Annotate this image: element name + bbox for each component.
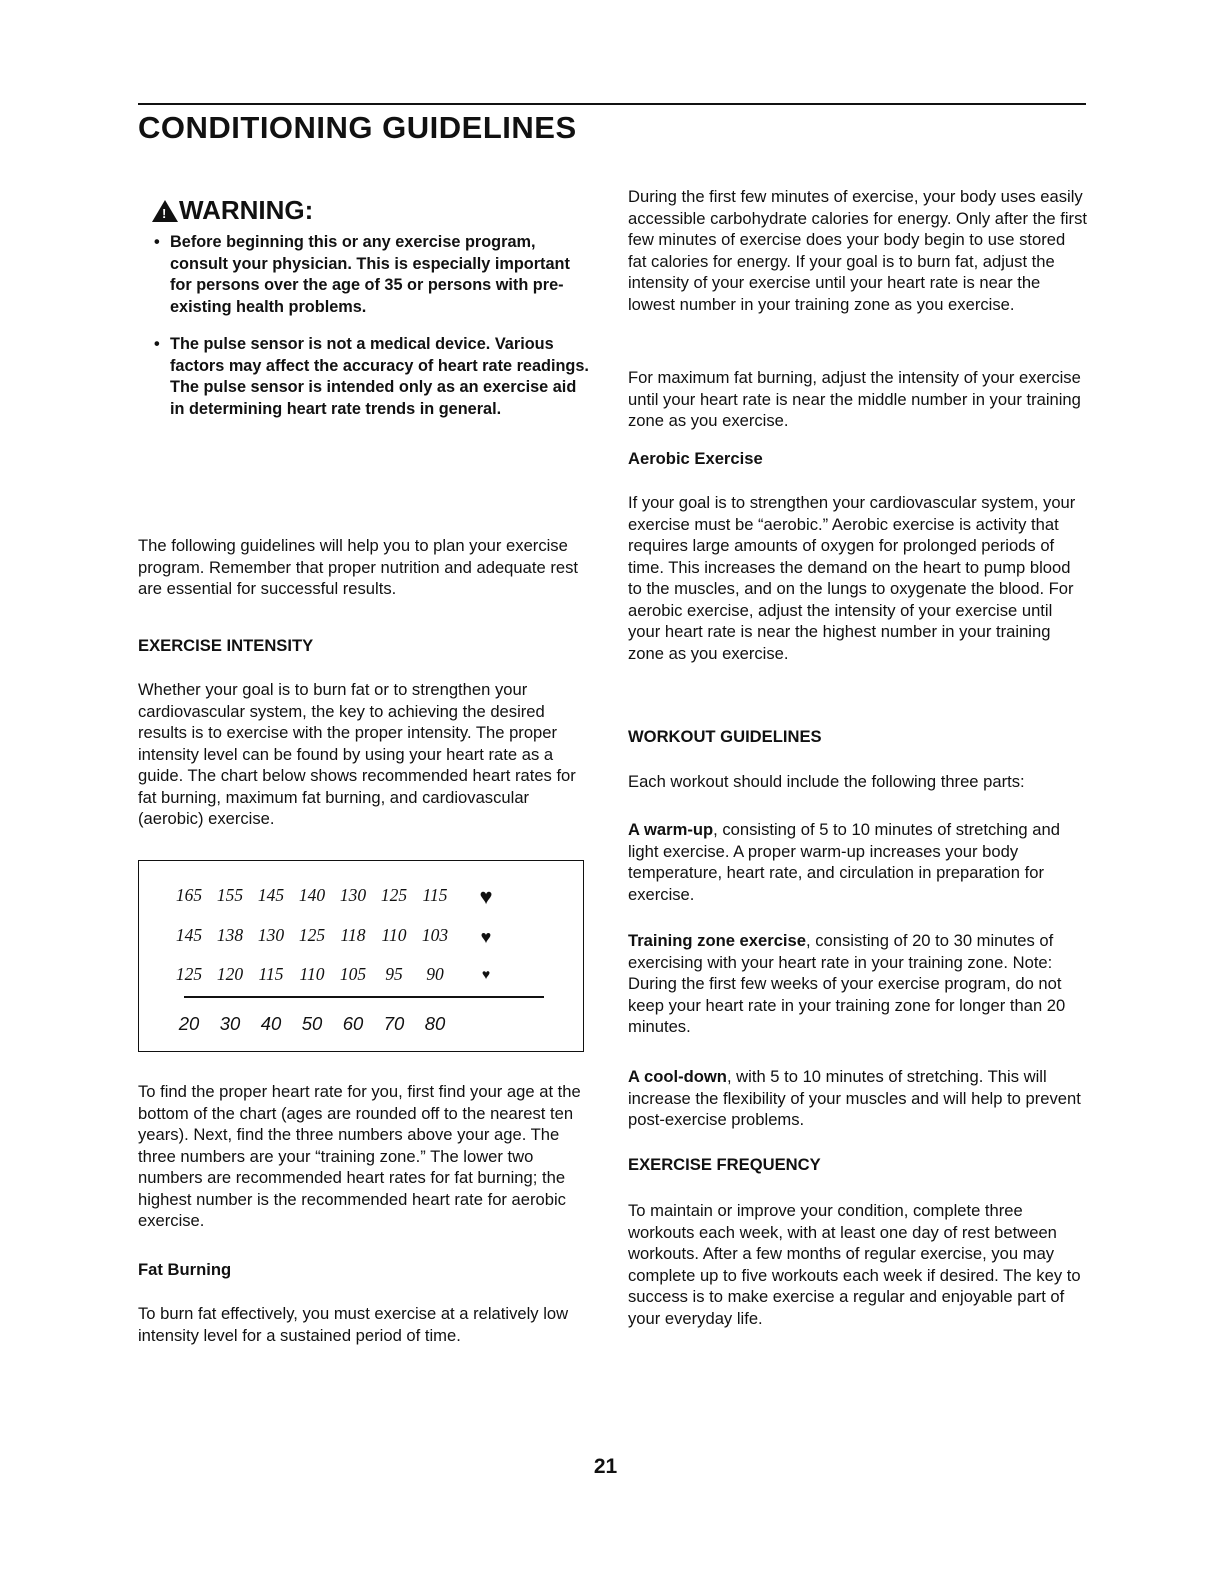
chart-cell: 105 (339, 964, 367, 984)
fat-burning-paragraph: To burn fat effectively, you must exercise at a relatively low intensity level for a sustained period of time. (138, 1304, 569, 1345)
chart-divider (184, 996, 544, 998)
intensity-heading: EXERCISE INTENSITY (138, 636, 314, 655)
intensity-paragraph: Whether your goal is to burn fat or to strengthen your cardiovascular system, the key to achieving the desired results is to exercise with the proper intensity. The proper intensity level can be found by using your heart rate as a guide. The chart below shows recommended heart rates for fat burning, maximum fat burning, and cardiovascular (aerobic) exercise. (138, 680, 576, 828)
warning-box (150, 195, 590, 436)
warmup-paragraph: A warm-up, consisting of 5 to 10 minutes of stretching and light exercise. A proper warm-up increases your body temperature, heart rate, and circulation in preparation for exercise. (628, 820, 1060, 904)
aerobic-heading: Aerobic Exercise (628, 449, 763, 468)
chart-cell: 165 (175, 885, 203, 905)
cooldown-lead: A cool-down (628, 1067, 727, 1086)
chart-cell: 103 (421, 925, 449, 945)
warning-title: WARNING: (179, 195, 314, 225)
cooldown-paragraph: A cool-down, with 5 to 10 minutes of stretching. This will increase the flexibility of your muscles and will help to prevent post-exercise problems. (628, 1067, 1081, 1129)
warning-item: • Before beginning this or any exercise program, consult your physician. This is especially important for persons over the age of 35 or persons with pre-existing health problems. (154, 233, 570, 316)
workout-intro: Each workout should include the following three parts: (628, 772, 1025, 791)
page-number: 21 (593, 1455, 618, 1478)
chart-cell: 145 (175, 925, 203, 945)
chart-age-label: 40 (260, 1013, 282, 1034)
chart-cell: 145 (257, 885, 285, 905)
intro-paragraph: The following guidelines will help you to plan your exercise program. Remember that proper nutrition and adequate rest are essential for successful results. (138, 536, 578, 598)
chart-cell: 140 (298, 885, 326, 905)
warning-triangle-icon (152, 200, 178, 222)
chart-cell: 110 (381, 925, 407, 945)
warning-heading (152, 195, 590, 226)
warmup-lead: A warm-up (628, 820, 714, 839)
find-zone-paragraph: To find the proper heart rate for you, first find your age at the bottom of the chart (ages are rounded off to the nearest ten years). Next, find the three numbers above your age. The three numbers are your “training zone.” The lower two numbers are recommended heart rates for fat burning; the highest number is the recommended heart rate for aerobic exercise. (138, 1082, 581, 1230)
chart-cell: 120 (216, 964, 244, 984)
chart-cell: 115 (422, 885, 448, 905)
workout-heading: WORKOUT GUIDELINES (628, 727, 822, 746)
chart-cell: 115 (258, 964, 284, 984)
warning-item: • The pulse sensor is not a medical device. Various factors may affect the accuracy of heart rate readings. The pulse sensor is intended only as an exercise aid in determining heart rate trends in general. (154, 335, 589, 418)
chart-cell: 118 (340, 925, 366, 945)
frequency-paragraph: To maintain or improve your condition, complete three workouts each week, with at least one day of rest between workouts. After a few months of regular exercise, you may complete up to five workouts each week if desired. The key to success is to make exercise a regular and enjoyable part of your everyday life. (628, 1201, 1081, 1328)
chart-age-label: 60 (342, 1013, 364, 1034)
chart-age-label: 70 (383, 1013, 405, 1034)
large-heart-icon: ♥ (479, 884, 493, 909)
chart-cell: 110 (299, 964, 325, 984)
chart-age-label: 20 (178, 1013, 200, 1034)
fat-burning-continued: During the first few minutes of exercise, your body uses easily accessible carbohydrate calories for energy. Only after the first few minutes of exercise does your body begin to use stored fat calories for energy. If your goal is to burn fat, adjust the intensity of your exercise until your heart rate is near the lowest number in your training zone as you exercise. (628, 187, 1087, 314)
training-lead: Training zone exercise (628, 931, 806, 950)
aerobic-paragraph: If your goal is to strengthen your cardiovascular system, your exercise must be “aerobic.” Aerobic exercise is activity that requires large amounts of oxygen for prolonged periods of time. This increases the demand on the heart to pump blood to the muscles, and on the lungs to oxygenate the blood. For aerobic exercise, adjust the intensity of your exercise until your heart rate is near the highest number in your training zone as you exercise. (628, 493, 1076, 663)
chart-cell: 125 (175, 964, 203, 984)
chart-cell: 155 (216, 885, 244, 905)
chart-cell: 138 (216, 925, 244, 945)
chart-cell: 130 (339, 885, 367, 905)
chart-age-label: 30 (219, 1013, 241, 1034)
chart-cell: 90 (426, 964, 444, 984)
small-heart-icon: ♥ (481, 968, 491, 983)
chart-age-label: 50 (301, 1013, 323, 1034)
chart-cell: 95 (385, 964, 403, 984)
page-title: CONDITIONING GUIDELINES (138, 110, 577, 145)
frequency-heading: EXERCISE FREQUENCY (628, 1155, 821, 1174)
medium-heart-icon: ♥ (480, 927, 492, 947)
warning-list (150, 232, 590, 420)
chart-cell: 125 (298, 925, 326, 945)
training-paragraph: Training zone exercise, consisting of 20 to 30 minutes of exercising with your heart rate in your training zone. Note: During the first few weeks of your exercise program, do not keep your heart rate in your training zone for longer than 20 minutes. (628, 931, 1066, 1036)
heart-rate-chart (138, 860, 584, 1052)
fat-burning-heading: Fat Burning (138, 1260, 232, 1279)
max-fat-paragraph: For maximum fat burning, adjust the intensity of your exercise until your heart rate is near the middle number in your training zone as you exercise. (628, 368, 1081, 430)
chart-cell: 130 (257, 925, 285, 945)
top-rule (138, 103, 1086, 105)
chart-cell: 125 (380, 885, 408, 905)
chart-age-label: 80 (424, 1013, 446, 1034)
